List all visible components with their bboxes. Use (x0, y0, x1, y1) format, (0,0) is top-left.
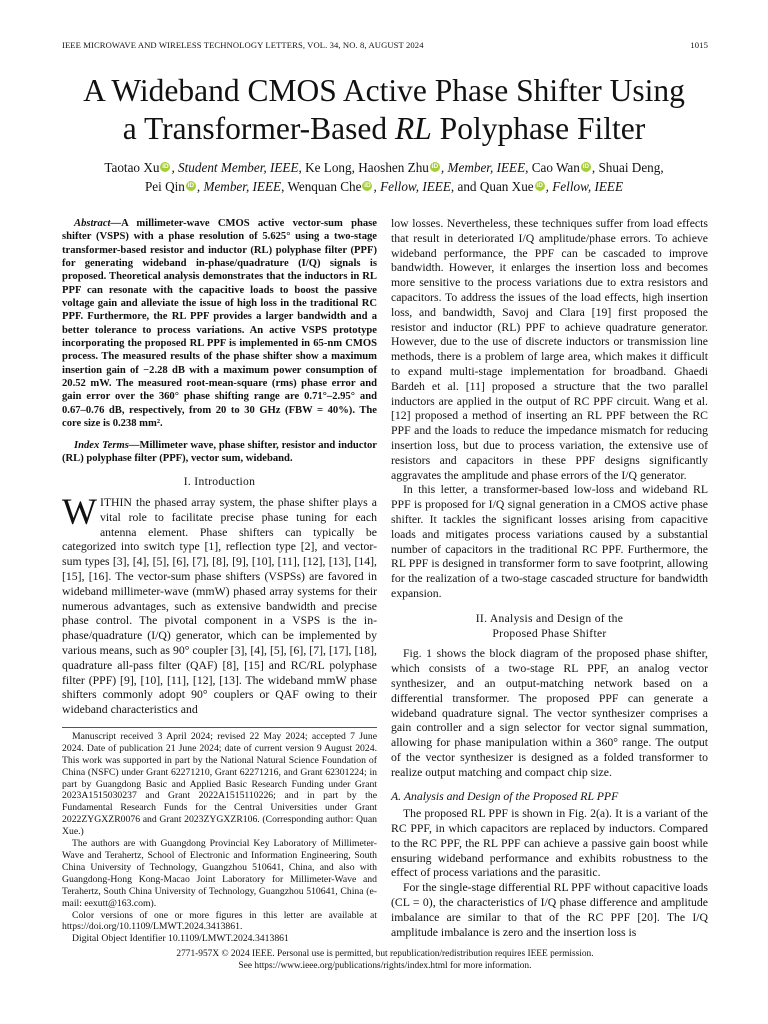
body-paragraph: The proposed RL PPF is shown in Fig. 2(a). It is a variant of the RC PPF, in which capacitors are replaced by inductors. Compared to the RC PPF, the RL PPF can achieve a passive gain boost while ensuring wideband performance and exhibits robustness to the effect of process variations and the parasitic. (391, 807, 708, 880)
author-name: , and Quan Xue (450, 179, 534, 194)
copyright-line: 2771-957X © 2024 IEEE. Personal use is permitted, but republication/redistribution requires IEEE permission. (176, 949, 594, 959)
title-line-1: A Wideband CMOS Active Phase Shifter Using (83, 73, 685, 108)
doi-note: Digital Object Identifier 10.1109/LMWT.2024.3413861 (72, 933, 289, 945)
intro-text: ITHIN the phased array system, the phase shifter plays a vital role to facilitate precise phase tuning for each antenna element. Phase shifters can typically be categorized into switch type [1], reflection type [2], and vector-sum types [3], [4], [5], [6], [7], [8], [9], [10], [11], [12], [13], [14], [15], [16]. The vector-sum phase shifters (VSPSs) are favored in wideband millimeter-wave (mmW) phased array systems for their numerous advantages, such as extensive bandwidth and precise phase control. The pivotal component in a VSPS is the in-phase/quadrature (I/Q) generator, which can be implemented by various means, such as 90° coupler [3], [4], [5], [6], [7], [17], [18], quadrature all-pass filter (QAF) [8], [15] and RC/RL polyphase filter (PPF) [9], [10], [11], [12], [13]. The wideband mmW phase shifters commonly adopt 90° couplers or QAF owing to their wideband characteristics and (62, 495, 377, 717)
author-name: , Wenquan Che (281, 179, 362, 194)
body-paragraph: low losses. Nevertheless, these techniques suffer from load effects that result in deteriorated I/Q amplitude/phase errors. To achieve wideband performance, the PPF can be cascaded to improve bandwidth. However, it enlarges the insertion loss and becomes more sensitive to the process variations due to extra resistors and capacitors. To address the issues of the load effects, high insertion loss, and bandwidth, Savoj and Clara [19] first proposed the resistor and inductor (RL) PPF to achieve quadrature generator. However, due to the use of discrete inductors or transmission line methods, there is a problem of large area, which makes it difficult to expand multi-stage implementation for broadband. Ghaedi Bardeh et al. [11] proposed a structure that the two parallel inductors are applied in the output of RC PPF circuit. Wang et al. [12] proposed a method of inserting an RL PPF between the RC PPF and the loads to reduce the impedance mismatch for reducing insertion loss, but due to process variation, the extensive use of resistors and capacitors in these PPF designs significantly aggravates the amplitude and phase errors of the I/Q generator. (391, 217, 708, 482)
orcid-icon[interactable]: iD (536, 182, 543, 189)
intro-paragraph (62, 491, 377, 718)
copyright-footer (62, 949, 708, 972)
author-role: , Fellow, IEEE (545, 179, 624, 194)
manuscript-note: Manuscript received 3 April 2024; revised 22 May 2024; accepted 7 June 2024. Date of publication 21 June 2024; date of current version 9 August 2024. This work was supported in part by the National Natural Science Foundation of China (NSFC) under Grant 62271210, Grant 62271216, and Grant 62301224; in part by Guangdong Basic and Applied Basic Research Funding under Grant 2023A1515030237 and Grant 2022A1515110226; and in part by the Fundamental Research Funds for the Central Universities under Grant 2022ZYGXZR0076 and Grant 2023ZYGXZR106. (Corresponding author: Quan Xue.) (62, 730, 377, 838)
right-column (391, 217, 708, 940)
footnote-divider (62, 727, 377, 728)
section-heading-introduction: I. Introduction (183, 475, 256, 489)
section-heading-line: II. Analysis and Design of the (475, 611, 624, 625)
author-list (70, 158, 698, 196)
author-name: Taotao Xu (104, 160, 160, 175)
index-terms-text: Millimeter wave, phase shifter, resistor and inductor (RL) polyphase filter (PPF), vector sum, wideband. (62, 439, 377, 464)
author-name: , Cao Wan (525, 160, 580, 175)
orcid-icon[interactable]: iD (187, 182, 195, 189)
body-paragraph: Fig. 1 shows the block diagram of the proposed phase shifter, which consists of a two-stage RL PPF, an analog vector synthesizer, and an output-matching network based on a differential transformer. The proposed PPF can generate a wideband quadrature signal. The vector synthesizer comprises a gain controller and a sign selector for vector signal summation, allowing for phase manipulation within a 360° range. The output of the vector synthesizer is designed as a folded transformer to realize output matching and compact chip size. (391, 647, 708, 779)
color-note: Color versions of one or more figures in this letter are available at https://doi.org/10.1109/LMWT.2024.3413861. (62, 909, 377, 933)
subsection-heading: A. Analysis and Design of the Proposed RL PPF (391, 790, 619, 804)
abstract-label: Abstract— (74, 218, 122, 229)
orcid-icon[interactable]: iD (431, 163, 439, 170)
left-column (62, 217, 377, 945)
drop-cap: W (62, 491, 97, 533)
title-part: Polyphase Filter (431, 111, 646, 146)
author-name: , Shuai Deng, (591, 160, 664, 175)
affiliation-note: The authors are with Guangdong Provincial Key Laboratory of Millimeter-Wave and Terahertz, School of Electronic and Information Engineering, South China University of Technology, Guangzhou 510641, China, and also with Guangdong-Hong Kong-Macao Joint Laboratory for Millimeter-Wave and Terahertz, South China University of Technology, Guangzhou 510641, China (e-mail: eexutt@163.com). (62, 838, 377, 909)
orcid-icon[interactable]: iD (364, 182, 371, 189)
orcid-icon[interactable]: iD (582, 163, 590, 170)
index-terms-label: Index Terms— (74, 439, 140, 451)
body-paragraph: In this letter, a transformer-based low-loss and wideband RL PPF is proposed for I/Q signal generation in a CMOS active phase shifter. It tackles the significant losses arising from capacitive loads and mitigates process variations caused by a substantial number of capacitors in the traditional RC PPF. Furthermore, the RL PPF is designed in transformer form to save footprint, allowing for the realization of a two-stage cascaded structure for bandwidth expansion. (391, 483, 708, 600)
abstract (62, 217, 377, 431)
author-name: , Ke Long, Haoshen Zhu (298, 160, 429, 175)
abstract-text: A millimeter-wave CMOS active vector-sum phase shifter (VSPS) with a phase resolution of 5.625° using a two-stage transformer-based resistor and inductor (RL) polyphase filter (PPF) for generating wideband in-phase/quadrature (I/Q) signals is proposed. Theoretical analysis demonstrates that the inductors in RL PPF can resonate with the capacitive loads to boost the passive voltage gain and alleviate the issue of high loss in the traditional RC PPF. Furthermore, the RL PPF provides a larger bandwidth and a better tolerance to process variations. An active VSPS prototype incorporating the proposed RL PPF is implemented in 65-nm CMOS process. The measured results of the phase shifter show a maximum insertion gain of −2.28 dB with a maximum power consumption of 20.52 mW. The measured root-mean-square (rms) phase error and gain error over the 360° phase shifting range are 0.71°–2.95° and 0.67–0.76 dB, respectively, from 20 to 30 GHz (FBW = 40%). The core size is 0.238 mm². (62, 218, 377, 430)
orcid-icon[interactable]: iD (162, 163, 169, 170)
author-role: , Member, IEEE (440, 160, 526, 175)
index-terms (62, 439, 377, 466)
title-part-italic: RL (395, 111, 432, 146)
author-name: Pei Qin (144, 179, 185, 194)
author-role: , Fellow, IEEE (373, 179, 451, 194)
section-heading-analysis (391, 612, 708, 642)
footnotes (62, 727, 377, 945)
body-paragraph: For the single-stage differential RL PPF without capacitive loads (CL = 0), the characteristics of I/Q phase difference and amplitude imbalance are similar to that of the RC PPF [20]. The I/Q amplitude imbalance is zero and the insertion loss is (391, 881, 708, 939)
page-number: 1015 (690, 40, 708, 50)
author-role: , Member, IEEE (196, 179, 282, 194)
author-role: , Student Member, IEEE (171, 160, 299, 175)
journal-name: IEEE MICROWAVE AND WIRELESS TECHNOLOGY LETTERS, VOL. 34, NO. 8, AUGUST 2024 (62, 40, 424, 50)
rights-link-line: See https://www.ieee.org/publications/rights/index.html for more information. (238, 960, 532, 971)
section-heading-line: Proposed Phase Shifter (492, 626, 607, 640)
paper-title (40, 72, 728, 148)
title-line-2 (40, 110, 728, 148)
running-header (62, 40, 708, 50)
title-part: a Transformer-Based (122, 111, 396, 146)
